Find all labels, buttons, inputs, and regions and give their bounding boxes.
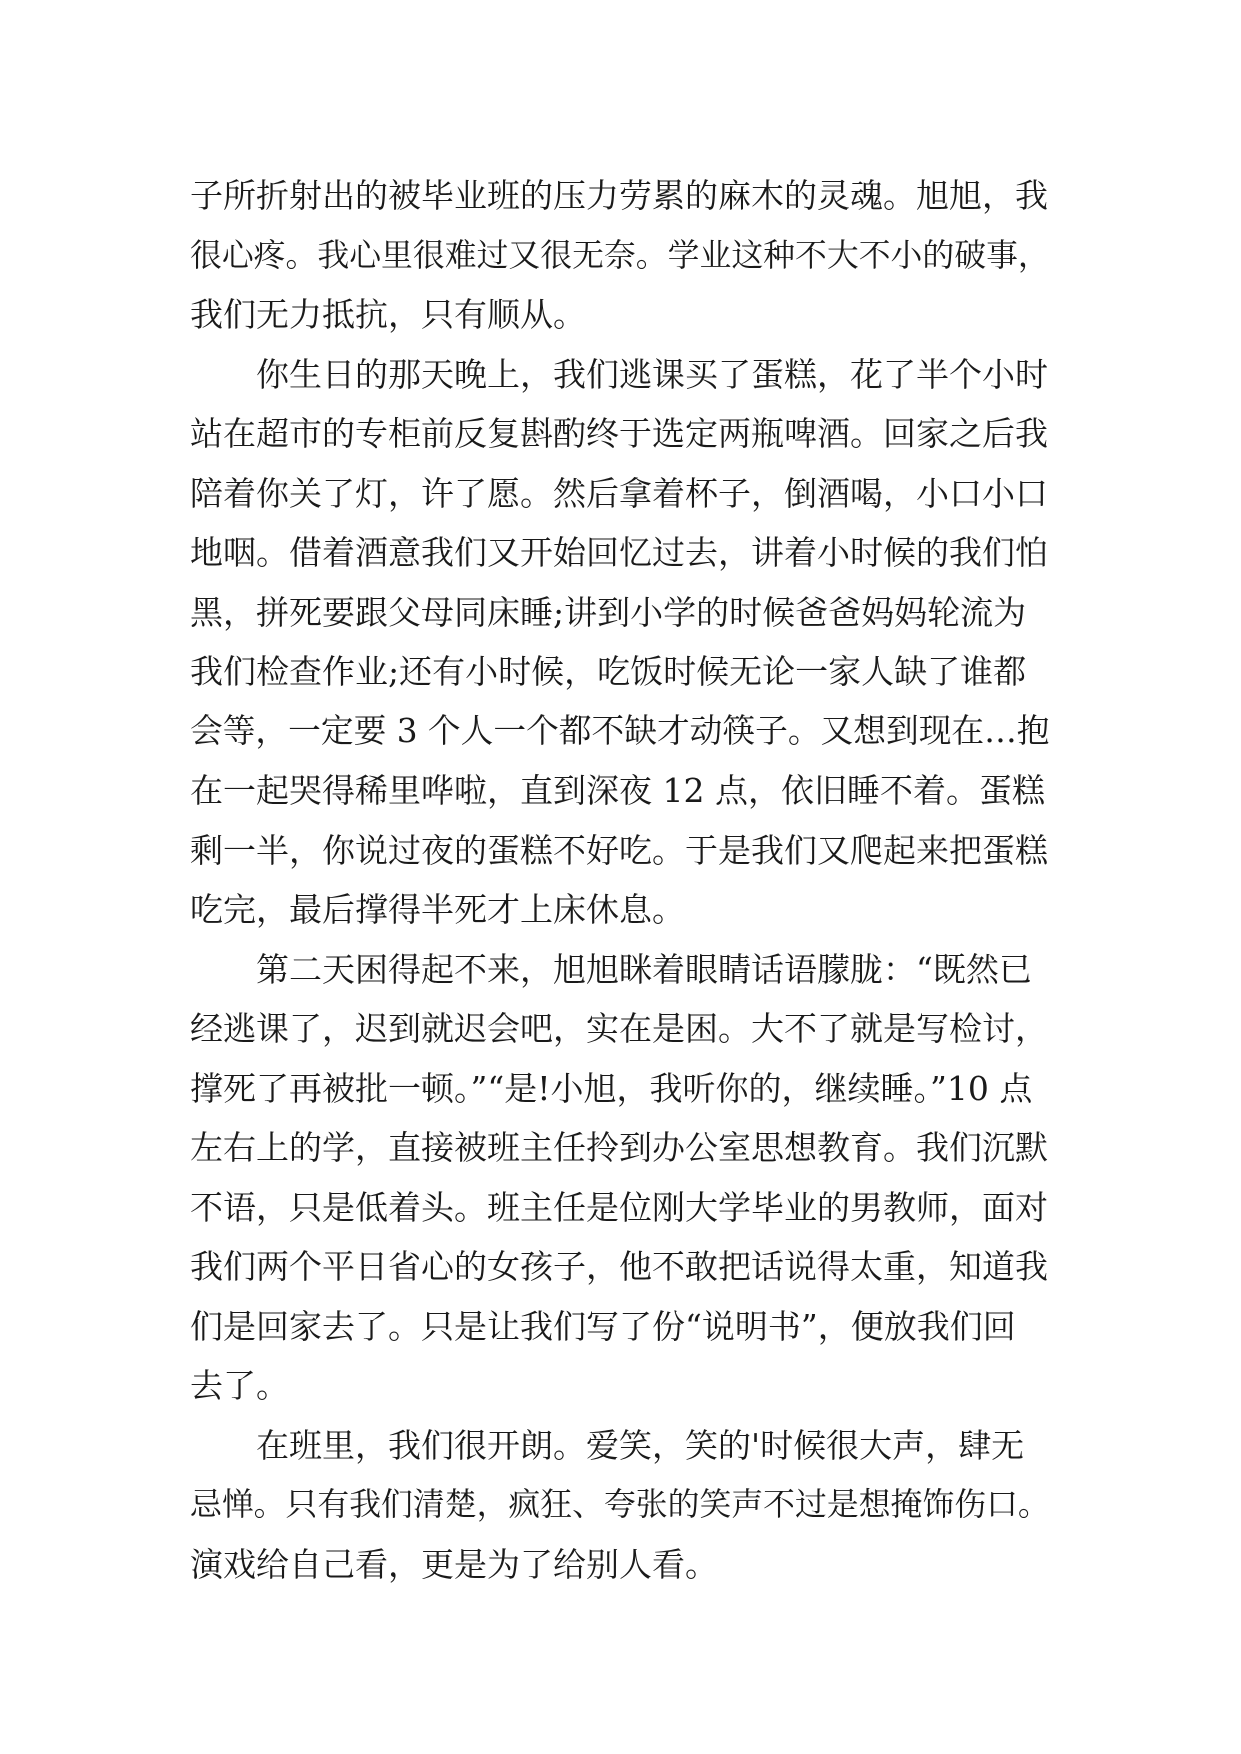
text-line: 们是回家去了。只是让我们写了份“说明书”，便放我们回 [190,1306,1016,1346]
text-line: 第二天困得起不来，旭旭眯着眼睛话语朦胧：“既然已 [256,949,1032,989]
text-line: 在班里，我们很开朗。爱笑，笑的'时候很大声，肆无 [256,1425,1025,1465]
text-line: 我们两个平日省心的女孩子，他不敢把话说得太重，知道我 [190,1247,1048,1286]
text-line: 不语，只是低着头。班主任是位刚大学毕业的男教师，面对 [190,1187,1048,1227]
text-line: 地咽。借着酒意我们又开始回忆过去，讲着小时候的我们怕 [190,533,1048,572]
text-line: 很心疼。我心里很难过又很无奈。学业这种不大不小的破事， [190,235,1050,274]
text-line: 陪着你关了灯，许了愿。然后拿着杯子，倒酒喝，小口小口 [190,473,1048,513]
text-line: 剩一半，你说过夜的蛋糕不好吃。于是我们又爬起来把蛋糕 [190,830,1048,870]
text-line: 演戏给自己看，更是为了给别人看。 [190,1544,718,1584]
text-line: 你生日的那天晚上，我们逃课买了蛋糕，花了半个小时 [256,354,1048,394]
text-line: 吃完，最后撑得半死才上床休息。 [190,890,685,929]
text-line: 子所折射出的被毕业班的压力劳累的麻木的灵魂。旭旭，我 [190,176,1048,215]
text-line: 在一起哭得稀里哗啦，直到深夜 12 点，依旧睡不着。蛋糕 [190,771,1045,810]
text-line: 黑，拼死要跟父母同床睡;讲到小学的时候爸爸妈妈轮流为 [190,592,1027,632]
text-line: 去了。 [190,1366,289,1405]
text-line: 左右上的学，直接被班主任拎到办公室思想教育。我们沉默 [190,1128,1048,1167]
text-line: 站在超市的专柜前反复斟酌终于选定两瓶啤酒。回家之后我 [190,414,1048,453]
text-line: 撑死了再被批一顿。”“是!小旭，我听你的，继续睡。”10 点 [190,1068,1033,1108]
text-line: 忌惮。只有我们清楚，疯狂、夸张的笑声不过是想掩饰伤口。 [190,1485,1050,1523]
text-line: 我们检查作业;还有小时候，吃饭时候无论一家人缺了谁都 [190,652,1027,691]
text-line: 经逃课了，迟到就迟会吧，实在是困。大不了就是写检讨， [190,1009,1048,1048]
text-line: 会等，一定要 3 个人一个都不缺才动筷子。又想到现在…抱 [190,711,1050,750]
text-line: 我们无力抵抗，只有顺从。 [190,295,586,334]
body-text [190,166,1050,1594]
